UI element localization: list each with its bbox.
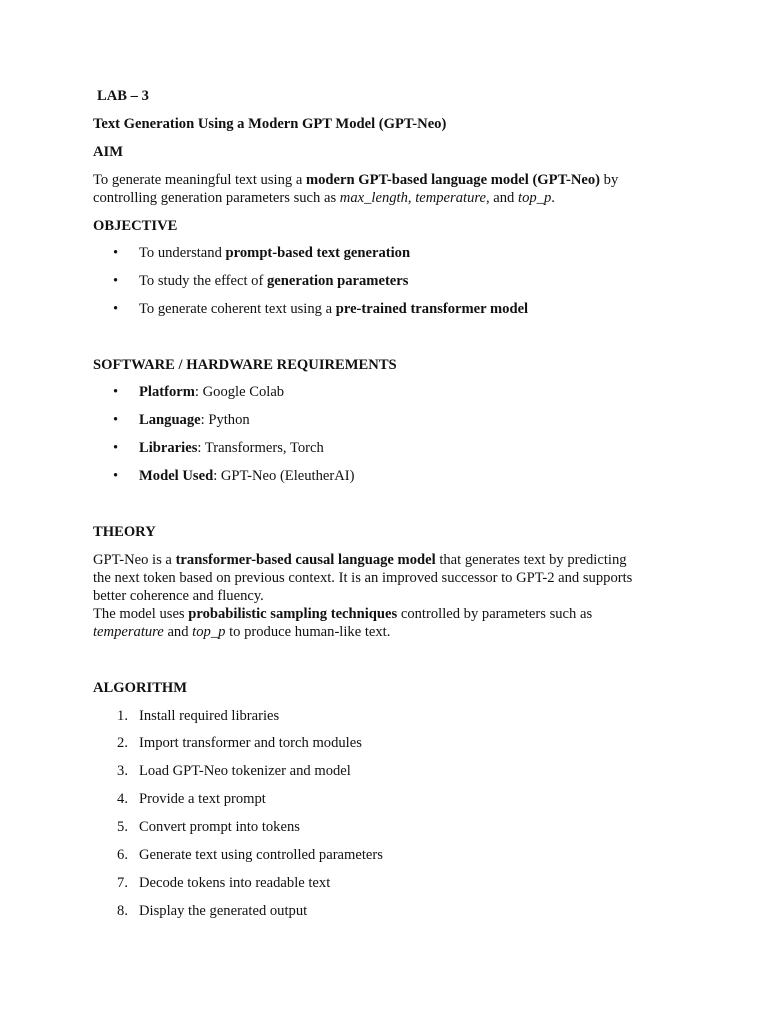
objective-bold: generation parameters (267, 273, 409, 289)
aim-text: To generate meaningful text using a (93, 172, 306, 188)
bullet-icon: • (113, 440, 119, 456)
bullet-icon: • (113, 301, 119, 317)
aim-paragraph (93, 171, 708, 207)
theory-text: and (163, 624, 193, 640)
objective-text: To generate coherent text using a (139, 301, 336, 317)
step-text: Import transformer and torch modules (139, 735, 362, 751)
theory-text: that generates text by predicting (435, 552, 627, 568)
algorithm-heading: ALGORITHM (93, 680, 188, 696)
step-number: 7. (117, 875, 128, 891)
objective-item (93, 272, 708, 290)
step-number: 3. (117, 763, 128, 779)
step-text: Generate text using controlled parameters (139, 847, 383, 863)
algorithm-step (93, 790, 708, 808)
requirement-item (93, 439, 708, 457)
requirement-label: Language (139, 412, 201, 428)
requirement-label: Libraries (139, 440, 198, 456)
theory-heading: THEORY (93, 524, 156, 540)
objective-text: To study the effect of (139, 273, 267, 289)
aim-text: by (600, 172, 619, 188)
objective-item (93, 244, 708, 262)
bullet-icon: • (113, 273, 119, 289)
requirement-label: Platform (139, 384, 195, 400)
step-text: Decode tokens into readable text (139, 875, 331, 891)
theory-param: top_p (192, 624, 226, 640)
step-text: Provide a text prompt (139, 791, 266, 807)
step-number: 6. (117, 847, 128, 863)
lab-title: LAB – 3 (97, 88, 149, 104)
objective-bold: pre-trained transformer model (335, 301, 529, 317)
aim-param: top_p (518, 190, 552, 206)
algorithm-step (93, 734, 708, 752)
theory-bold: transformer-based causal language model (175, 552, 436, 568)
aim-sep: , (407, 190, 416, 206)
requirement-value: : Google Colab (194, 384, 285, 400)
step-number: 2. (117, 735, 128, 751)
objective-item (93, 300, 708, 318)
requirement-label: Model Used (139, 468, 214, 484)
theory-text: better coherence and fluency. (93, 588, 264, 604)
theory-text: The model uses (93, 606, 189, 622)
requirement-item (93, 411, 708, 429)
algorithm-step (93, 818, 708, 836)
step-number: 8. (117, 903, 128, 919)
theory-text: controlled by parameters such as (397, 606, 593, 622)
aim-end: . (551, 190, 555, 206)
aim-param: temperature (415, 190, 486, 206)
aim-heading: AIM (93, 144, 123, 160)
aim-param: max_length (339, 190, 408, 206)
theory-text: the next token based on previous context. It is an improved successor to GPT-2 and supports (93, 570, 633, 586)
theory-text: GPT-Neo is a (93, 552, 176, 568)
theory-param: temperature (93, 624, 164, 640)
step-number: 1. (117, 708, 128, 724)
bullet-icon: • (113, 245, 119, 261)
requirements-heading: SOFTWARE / HARDWARE REQUIREMENTS (93, 357, 397, 373)
step-text: Display the generated output (139, 903, 308, 919)
theory-bold: probabilistic sampling techniques (188, 606, 398, 622)
requirement-value: : GPT-Neo (EleutherAI) (213, 468, 355, 484)
aim-text: controlling generation parameters such as (93, 190, 340, 206)
bullet-icon: • (113, 468, 119, 484)
requirement-value: : Python (200, 412, 250, 428)
document-title: Text Generation Using a Modern GPT Model (GPT-Neo) (93, 116, 447, 132)
algorithm-step (93, 762, 708, 780)
aim-sep: , and (485, 190, 519, 206)
algorithm-step (93, 874, 708, 892)
algorithm-step (93, 846, 708, 864)
step-number: 5. (117, 819, 128, 835)
objective-bold: prompt-based text generation (225, 245, 411, 261)
step-number: 4. (117, 791, 128, 807)
algorithm-step (93, 707, 708, 725)
theory-text: to produce human-like text. (225, 624, 391, 640)
objective-heading: OBJECTIVE (93, 218, 178, 234)
requirement-item (93, 467, 708, 485)
requirement-value: : Transformers, Torch (197, 440, 324, 456)
step-text: Convert prompt into tokens (139, 819, 300, 835)
theory-paragraph (93, 551, 708, 641)
step-text: Load GPT-Neo tokenizer and model (139, 763, 351, 779)
algorithm-step (93, 902, 708, 920)
bullet-icon: • (113, 384, 119, 400)
objective-text: To understand (139, 245, 226, 261)
bullet-icon: • (113, 412, 119, 428)
requirement-item (93, 383, 708, 401)
step-text: Install required libraries (139, 708, 280, 724)
aim-bold: modern GPT-based language model (GPT-Neo) (305, 172, 601, 188)
